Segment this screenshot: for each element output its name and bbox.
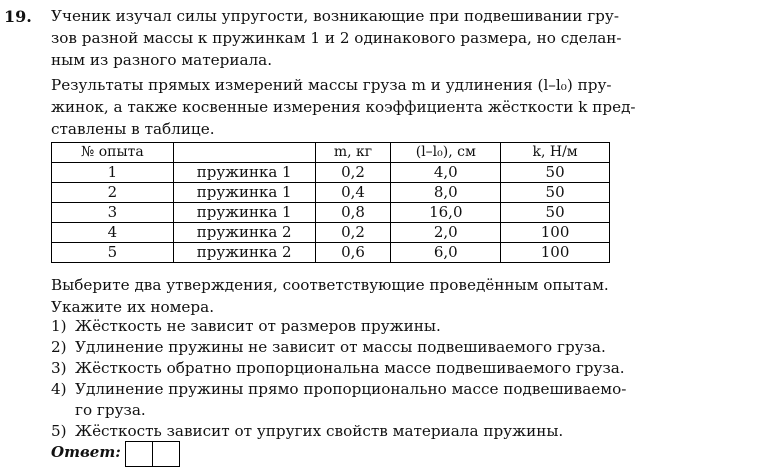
measurements-table bbox=[51, 142, 610, 263]
option-number: 3) bbox=[51, 359, 67, 377]
results-line: ставлены в таблице. bbox=[51, 120, 215, 138]
option-text: Удлинение пружины не зависит от массы подвешиваемого груза. bbox=[75, 338, 606, 356]
table-cell: пружинка 2 bbox=[173, 223, 315, 243]
option-number: 4) bbox=[51, 380, 67, 398]
table-cell: 50 bbox=[501, 163, 610, 183]
table-cell: 0,8 bbox=[315, 203, 391, 223]
table-cell: пружинка 1 bbox=[173, 183, 315, 203]
header-cell: m, кг bbox=[315, 143, 391, 163]
table-cell: 100 bbox=[501, 223, 610, 243]
header-cell bbox=[173, 143, 315, 163]
table-cell: 3 bbox=[52, 203, 174, 223]
option-text: Жёсткость зависит от упругих свойств материала пружины. bbox=[75, 422, 564, 440]
option-item bbox=[51, 358, 626, 379]
header-cell: № опыта bbox=[52, 143, 174, 163]
option-number: 1) bbox=[51, 317, 67, 335]
question-text bbox=[51, 274, 751, 318]
option-text: Жёсткость обратно пропорциональна массе подвешиваемого груза. bbox=[75, 359, 625, 377]
table-cell: 1 bbox=[52, 163, 174, 183]
options-list bbox=[51, 316, 626, 442]
option-item bbox=[51, 421, 626, 442]
table-row bbox=[52, 243, 610, 263]
table-cell: 0,6 bbox=[315, 243, 391, 263]
table-cell: 8,0 bbox=[391, 183, 501, 203]
task-intro bbox=[51, 5, 751, 71]
intro-line: Ученик изучал силы упругости, возникающие при подвешивании гру- bbox=[51, 7, 619, 25]
table-cell: пружинка 2 bbox=[173, 243, 315, 263]
table-cell: 50 bbox=[501, 183, 610, 203]
table-row bbox=[52, 183, 610, 203]
table-cell: 0,2 bbox=[315, 163, 391, 183]
intro-line: зов разной массы к пружинкам 1 и 2 одинакового размера, но сделан- bbox=[51, 29, 622, 47]
table-cell: 4 bbox=[52, 223, 174, 243]
option-item bbox=[51, 316, 626, 337]
question-line: Выберите два утверждения, соответствующие проведённым опытам. bbox=[51, 276, 609, 294]
option-number: 5) bbox=[51, 422, 67, 440]
table-cell: 2 bbox=[52, 183, 174, 203]
option-text: Удлинение пружины прямо пропорционально массе подвешивaемо- bbox=[75, 380, 627, 398]
header-cell: (l–l₀), см bbox=[391, 143, 501, 163]
table-row bbox=[52, 203, 610, 223]
results-line: Результаты прямых измерений массы груза m и удлинения (l–l₀) пру- bbox=[51, 76, 612, 94]
option-continuation: го груза. bbox=[75, 401, 146, 419]
results-line: жинок, а также косвенные измерения коэффициента жёсткости k пред- bbox=[51, 98, 636, 116]
answer-box-1[interactable] bbox=[125, 441, 153, 467]
table-cell: 4,0 bbox=[391, 163, 501, 183]
task-results-text bbox=[51, 74, 751, 140]
option-text: Жёсткость не зависит от размеров пружины. bbox=[75, 317, 441, 335]
option-item bbox=[51, 337, 626, 358]
table-cell: 16,0 bbox=[391, 203, 501, 223]
answer-boxes bbox=[125, 441, 180, 467]
table-cell: 5 bbox=[52, 243, 174, 263]
answer-box-2[interactable] bbox=[153, 441, 180, 467]
table-cell: пружинка 1 bbox=[173, 163, 315, 183]
table-row bbox=[52, 223, 610, 243]
answer-label: Ответ: bbox=[51, 443, 121, 461]
header-cell: k, Н/м bbox=[501, 143, 610, 163]
table-cell: 50 bbox=[501, 203, 610, 223]
table-cell: 2,0 bbox=[391, 223, 501, 243]
option-item bbox=[51, 379, 626, 400]
table-cell: пружинка 1 bbox=[173, 203, 315, 223]
table-cell: 100 bbox=[501, 243, 610, 263]
table-cell: 6,0 bbox=[391, 243, 501, 263]
question-line: Укажите их номера. bbox=[51, 298, 215, 316]
table-row bbox=[52, 163, 610, 183]
table-cell: 0,2 bbox=[315, 223, 391, 243]
intro-line: ным из разного материала. bbox=[51, 51, 273, 69]
task-number: 19. bbox=[4, 7, 32, 26]
table-header-row bbox=[52, 143, 610, 163]
option-number: 2) bbox=[51, 338, 67, 356]
table-cell: 0,4 bbox=[315, 183, 391, 203]
